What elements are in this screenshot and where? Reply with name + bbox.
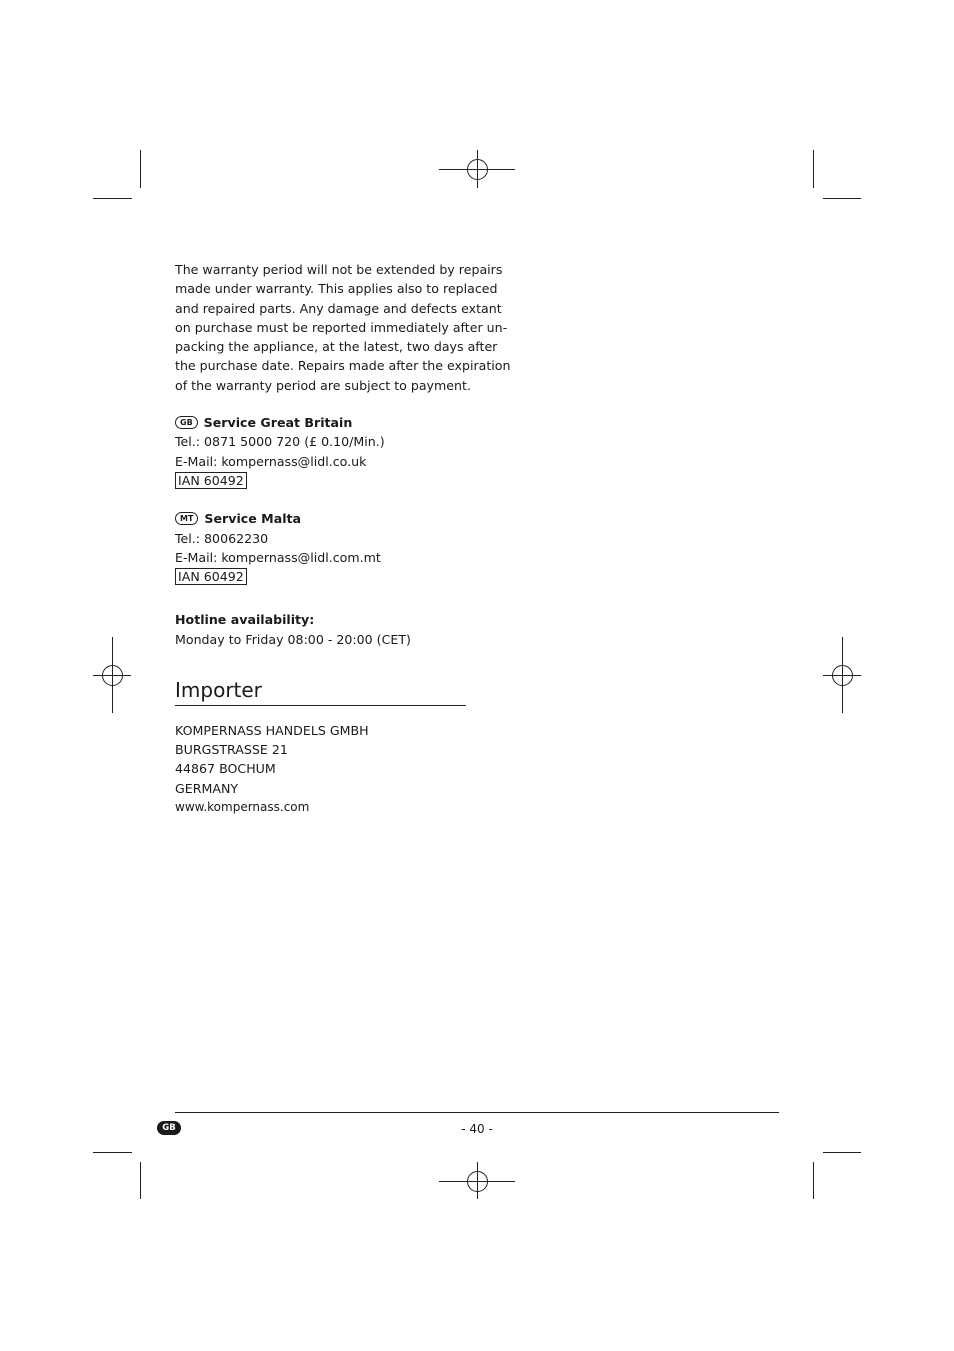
service-gb-tel: Tel.: 0871 5000 720 (£ 0.10/Min.) — [175, 434, 385, 449]
importer-website: www.kompernass.com — [175, 800, 310, 814]
warranty-line: on purchase must be reported immediately after un- — [175, 320, 508, 335]
service-mt-title-row — [175, 509, 301, 528]
service-gb-title: Service Great Britain — [203, 415, 353, 430]
heading-underline — [175, 705, 466, 706]
warranty-line: made under warranty. This applies also to replaced — [175, 281, 498, 296]
mt-country-badge: MT — [175, 512, 198, 525]
gb-country-badge: GB — [175, 416, 198, 429]
warranty-line: The warranty period will not be extended by repairs — [175, 262, 503, 277]
service-gb-ian: IAN 60492 — [175, 472, 247, 489]
hotline-title: Hotline availability: — [175, 612, 315, 627]
warranty-line: packing the appliance, at the latest, two days after — [175, 339, 498, 354]
page-number: - 40 - — [461, 1122, 493, 1136]
service-gb-email: E-Mail: kompernass@lidl.co.uk — [175, 454, 367, 469]
importer-line: GERMANY — [175, 781, 239, 796]
warranty-line: and repaired parts. Any damage and defects extant — [175, 301, 502, 316]
hotline-hours: Monday to Friday 08:00 - 20:00 (CET) — [175, 632, 411, 647]
service-mt-email: E-Mail: kompernass@lidl.com.mt — [175, 550, 381, 565]
importer-line: 44867 BOCHUM — [175, 761, 276, 776]
footer-divider — [175, 1112, 779, 1113]
importer-line: KOMPERNASS HANDELS GMBH — [175, 723, 369, 738]
service-mt-tel: Tel.: 80062230 — [175, 531, 269, 546]
importer-heading: Importer — [175, 678, 262, 702]
footer-gb-badge: GB — [157, 1121, 181, 1135]
service-mt-ian: IAN 60492 — [175, 568, 247, 585]
importer-line: BURGSTRASSE 21 — [175, 742, 288, 757]
service-gb-title-row — [175, 413, 352, 432]
warranty-line: the purchase date. Repairs made after the expiration — [175, 358, 511, 373]
warranty-line: of the warranty period are subject to payment. — [175, 378, 471, 393]
service-mt-title: Service Malta — [204, 511, 302, 526]
